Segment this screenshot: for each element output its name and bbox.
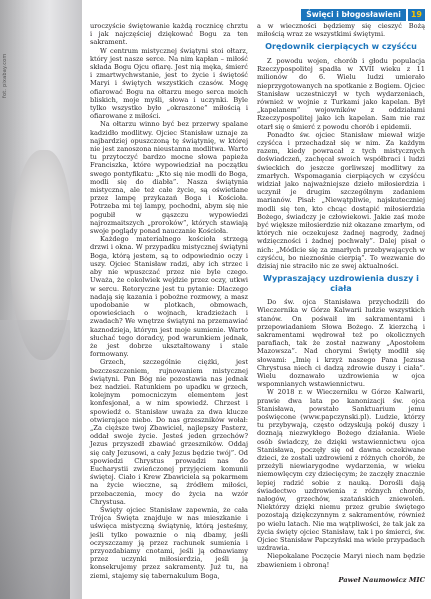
saint-photo [0,0,82,599]
paragraph: uroczyście świętowanie każdą rocznicę chrztu i jak najczęściej dziękować Bogu za ten sakrament. [90,22,248,47]
paragraph: Do św. ojca Stanisława przychodzili do Wieczernika w Górze Kalwarii ludzie wszystkich stanów. On pośwaił im sakramentami i przepowiadaniem Słowa Bożego. Z kierzchą i sakramentami wędrował też po okolicznych parafiach, tak że został nazwany „Apostołem Mazowsza”. Nad chorymi Święty modlił się słowami: „Imię i krzyż naszego Pana Jezusa Chrystusa niech ci dadzą zdrowie duszy i ciała”. Wielu doznawało uzdrowienia w ojca wspomnianych wstawiennictwu. [257,298,425,389]
column-left [90,22,248,580]
section-heading: Orędownik cierpiących w czyśćcu [265,41,417,52]
paragraph: W 2018 r. w Wieczerniku w Górze Kalwarii, prawie dwa lata po kanonizacji św. ojca Stanisława, powstało Sanktuarium jemu poświęcone (www.papczynski.pl). Ludzie, którzy tu przybywają, często odzyskują pokój duszy i doznają niezwykłego Bożego działania. Wiele osób świadczy, że dzięki wstawiennictwu ojca Stanisława, poczęły się od dawna oczekiwane dzieci, że zostali uzdrowieni z różnych chorób, że przeżyli niewiarygodne wydarzenia, w wieku niemowlęcym czy dziecięcym; że zaczęły znacznie lepiej radzić sobie z nauką. Dorośli dają świadectwo uzdrowienia z różnych chorób, nałogów, grzechów, szatańskich zniewoleń. Niektórzy dzięki niemu przez grubie świętego pozostają dziękczynnym z sakramentów, również po wielu latach. Nie ma wątpliwości, że tak jak za życia święty ojciec Stanisław, tak i po śmierci, św. Ojciec Stanisław Papczyński ma wiele przypadach uzdrawia. [257,388,425,553]
paragraph: Grzech, szczególnie ciężki, jest bezczeszczeniem, rujnowaniem mistycznej świątyni. Pan Bóg nie pozostawia nas jednak bez nadziei. Ratunkiem po upadku w grzech, kolejnym pomocniczym elementem jest konfesjonał, a w nim spowiedź. Chrzest i spowiedź o. Stanisław uważa za dwa klucze otwierające niebo. Do nas grzeszników wołał: „Za cięższe twoj Zbawiciel, najlepszy Pasterz, oddał swoje życie. Jesteś jeden grzechów? Jezus przyszedł zbawiać grzeszników. Oddaj się cały Jezusowi, a cały Jezus będzie twój”. Od spowiedzi Chrystus prowadzi nas do Eucharystii zwieńczonej przyjęciem komunii świętej. Ciało i Krew Zbawiciela są pokarmem na życie wieczne, są źródłem miłości, przebaczenia, mocy do życia na wzór Chrystusa. [90,358,248,506]
paragraph: Ponadto św. ojciec Stanisław miewał wizje czyśćca i przechadzał się w nim. Za każdym razem, kiedy powracał z tych mistycznych doświadczeń, zachęcał swoich współbraci i ludzi świeckich do jeszcze gorliwszej modlitwy za zmarłych. Wspomagania cierpiących w czyśćcu widział jako najważniejsze dzieło miłosierdzia i uczynił je drugim szczególnym zadaniem marianów. Pisał: „Niewątpliwie, najskuteczniej modli się ten, kto chcąc dostąpić miłosierdzia Bożego, świadczy je człowiekowi. Jakie zaś może być większe miłosierdzie niż okazane zmarłym, od których nie oczekujesz żadnej nagrody, żadnej wdzięczności i żadnej pochwały”. Dalej pisał o nich: „Módlcie się za zmarłych przebywających w czyśćcu, bo nieznośnie cierpią”. To wezwanie do dzisiaj nie straciło nic ze swej aktualności. [257,130,425,270]
page-header [301,9,425,21]
paragraph: W centrum mistycznej świątyni stoi ołtarz, który jest nasze serce. Na nim kapłan – miłość składa Bogu Ojcu ofiarę. Jest nią męka, śmierć i zmartwychwstanie, jest to życie i świętość Maryi i świętych wszystkich czasów. Mogę ofiarować Bogu na ołtarzu mego serca moich bliskich, moje myśli, słowa i uczynki. Byle tylko wszystko było „okraszone” miłością i ofiarowane z miłości. [90,46,248,121]
paragraph: Każdego materialnego kościoła strzegą drzwi i okna. W przypadku mistycznej świątyni Boga, którą jestem, są to odpowiednio oczy i uszy. Ojciec Stanisław radzi, aby ich strzec i aby nie wpuszczać przez nie byle czego. Uważa, że cokolwiek wejdzie przez oczy, utkwi w sercu. Retoryczne jest tu pytanie: Dlaczego nadają się kazania i pobożne rozmowy, a masz upodobanie w plotkach, obmowach, opowieściach o wojnach, kradzieżach i zwadach? We wnętrze świątyni na przemawiać kaznodzieja, którym jest moje sumienie. Warto słuchać tego doradcy, pod warunkiem jednak, że jest dobrze ukształtowany i stale formowany. [90,235,248,359]
paragraph: Niepokalane Poczęcie Maryi niech nam będzie zbawieniem i obroną! [257,552,425,569]
paragraph: Święty ojciec Stanisław zapewnia, że cała Trójca Święta znajduje w nas mieszkanie i uświęca mistyczną świątynię, którą jesteśmy, jeśli tylko powaznie o nią dbamy, jeśli oczyszczamy ją przez rachunek sumienia i przyozdabiamy cnotami, jeśli ją odnawiamy przez uczynki miłosierdzia, jeśli ją konsekrujemy przez sakramenty. Już tu, na ziemi, stajemy się tabernakulum Boga, [90,505,248,580]
photo-shadow [0,320,70,599]
section-heading: Wypraszający uzdrowienia duszy i ciała [263,273,419,293]
paragraph: Na ołtarzu winno być bez przerwy spalane kadzidło modlitwy. Ojciec Stanisław uznaje za najbardziej opuszczoną tę świątynię, w której nie jest zanoszona nieustanna modlitwa. Warto tu przytoczyć bardzo mocne słowa papieża Franciszka, które wypowiedział na początku swego pontyfikatu: „Kto się nie modli do Boga, modli się do diabła”. Nasza świątynia mistyczna, ale też całe życie, są oświetlane przez lampę przykazań Boga i Kościoła. Potrzeba mi tej lampy, pochodni, abym się nie pogubił w gąszczu wypowiedzi najrozmaitszych „proroków”, których stawiają swoje poglądy ponad nauczanie Kościoła. [90,120,248,236]
paragraph: Z powodu wojen, chorób i głodu populacja Rzeczypospolitej spadła w XVII wieku z 11 milionów do 6. Wielu ludzi umierało nieprzygotowanych na spotkanie z Bogiem. Ojciec Stanisław uczestniczył w tych wydarzeniach, również w wojnie z Turkami jako kapelan. Był „kapelanem” wojowników z oddziałami Rzeczypospolitej jako ich kapelan. Sam nie raz otarł się o śmierć z powodu chorób i epidemii. [257,56,425,131]
page-number: 19 [408,9,425,21]
paragraph: a w wieczności będziemy się cieszyć Bożą miłością wraz ze wszystkimi świętymi. [257,22,425,39]
photo-credit: fot. pixabay.com [2,53,8,98]
section-title: Święci i błogosławieni [301,9,406,21]
author-signature: Paweł Naumowicz MIC [338,575,425,584]
column-right [257,22,425,584]
